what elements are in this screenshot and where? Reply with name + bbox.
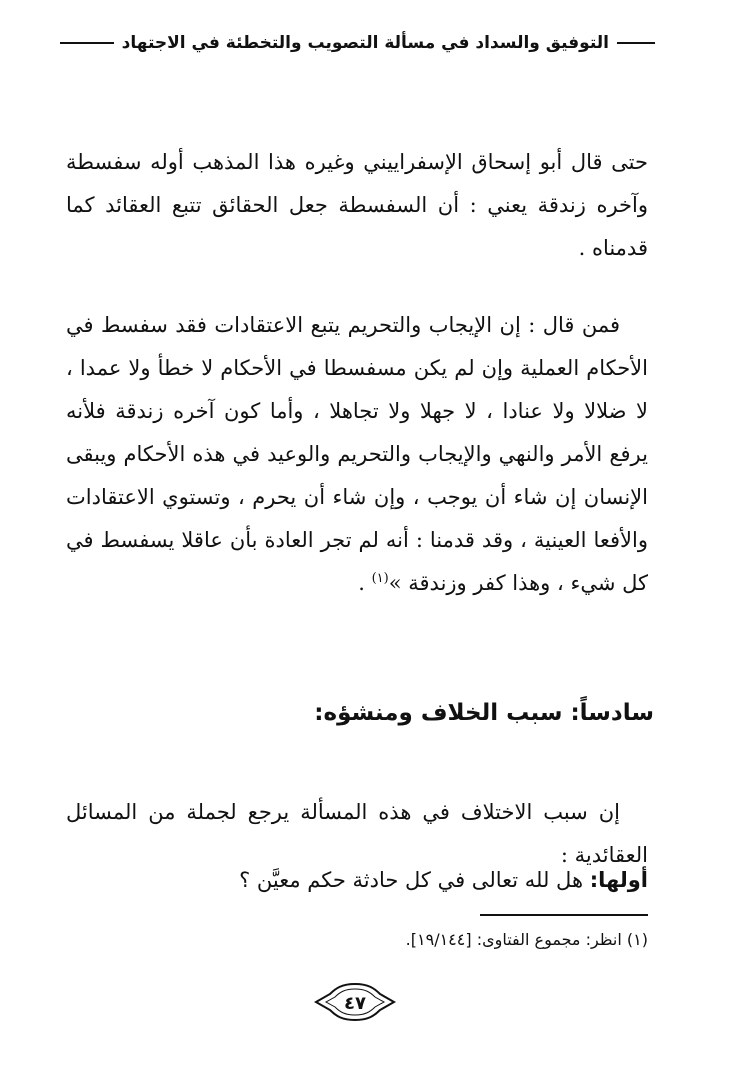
paragraph-2 — [66, 304, 648, 605]
paragraph-3 — [66, 791, 648, 877]
paragraph-2-text: فمن قال : إن الإيجاب والتحريم يتبع الاعتقادات فقد سفسط في الأحكام العملية وإن لم يكن مسفسطا في الأحكام لا خطأ ولا عمدا ، لا ضلالا ولا عنادا ، لا جهلا ولا تجاهلا ، وأما كون آخره زندقة فلأنه يرفع الأمر والنهي والإيجاب والتحريم والوعيد في هذه الأحكام ويبقى الإنسان إن شاء أن يوجب ، وإن شاء أن يحرم ، وتستوي الاعتقادات والأفعا العينية ، وقد قدمنا : أنه لم تجر العادة بأن عاقلا يسفسط في كل شيء ، وهذا كفر وزندقة » — [66, 313, 648, 595]
first-item-label: أولها: — [589, 868, 648, 892]
paragraph-3-text: إن سبب الاختلاف في هذه المسألة يرجع لجملة من المسائل العقائدية : — [66, 800, 648, 867]
first-item-text: هل لله تعالى في كل حادثة حكم معيَّن ؟ — [239, 868, 590, 892]
paragraph-1: حتى قال أبو إسحاق الإسفراييني وغيره هذا المذهب أوله سفسطة وآخره زندقة يعني : أن السفسطة جعل الحقائق تتبع العقائد كما قدمناه . — [66, 150, 648, 260]
header-rule-short — [617, 42, 655, 44]
footnote-reference[interactable]: (١) — [371, 571, 389, 586]
running-header — [60, 28, 655, 58]
paragraph-2-end: . — [358, 571, 372, 595]
first-item — [239, 868, 648, 892]
footnote: (١) انظر: مجموع الفتاوى: [١٩/١٤٤]. — [405, 930, 648, 949]
header-rule-long — [60, 42, 114, 44]
section-heading: سادساً: سبب الخلاف ومنشؤه: — [314, 700, 654, 726]
page-number-ornament — [310, 980, 400, 1024]
page-number: ٤٧ — [344, 993, 366, 1014]
footnote-separator — [480, 914, 648, 916]
header-title: التوفيق والسداد في مسألة التصويب والتخطئة في الاجتهاد — [121, 33, 609, 53]
